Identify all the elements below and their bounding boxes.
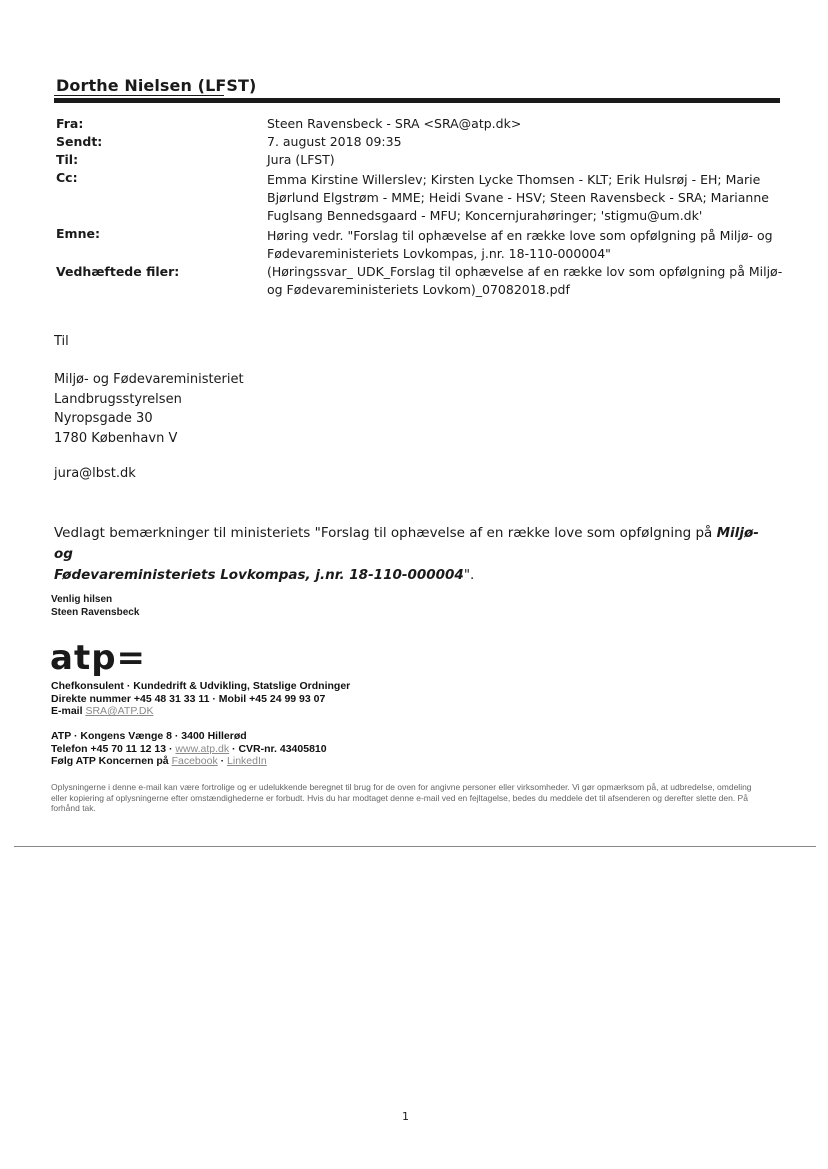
title-underline bbox=[54, 95, 224, 96]
from-value: Steen Ravensbeck - SRA <SRA@atp.dk> bbox=[267, 116, 522, 131]
cc-line: Emma Kirstine Willerslev; Kirsten Lycke Thomsen - KLT; Erik Hulsrøj - EH; Marie bbox=[267, 172, 761, 187]
linkedin-link[interactable]: LinkedIn bbox=[227, 755, 267, 767]
to-label: Til: bbox=[56, 152, 79, 167]
contact-email-label: E-mail bbox=[51, 705, 86, 717]
cc-label: Cc: bbox=[56, 170, 78, 185]
subject-line: Høring vedr. "Forslag til ophævelse af en række love som opfølgning på Miljø- og bbox=[267, 228, 773, 243]
subject-line: Fødevareministeriets Lovkompas, j.nr. 18-110-000004" bbox=[267, 246, 611, 261]
attachment-line: (Høringssvar_ UDK_Forslag til ophævelse af en række lov som opfølgning på Miljø- bbox=[267, 264, 783, 279]
note-emphasis: Miljø- og bbox=[54, 525, 759, 562]
cc-value bbox=[267, 171, 787, 225]
company-phone: Telefon +45 70 11 12 13 · bbox=[51, 742, 176, 755]
page-title: Dorthe Nielsen (LFST) bbox=[56, 76, 257, 95]
subject-value bbox=[267, 227, 787, 263]
title-rule bbox=[54, 98, 780, 103]
follow-text: Følg ATP Koncernen på bbox=[51, 755, 172, 767]
body-note bbox=[54, 523, 774, 586]
note-emphasis: Fødevareministeriets Lovkompas, j.nr. 18-110-000004 bbox=[54, 567, 464, 583]
cc-line: Bjørlund Elgstrøm - MME; Heidi Svane - HSV; Steen Ravensbeck - SRA; Marianne bbox=[267, 190, 769, 205]
signature-greeting: Venlig hilsen bbox=[51, 594, 113, 605]
cc-line: Fuglsang Bennedsgaard - MFU; Koncernjurahøringer; 'stigmu@um.dk' bbox=[267, 208, 703, 223]
sent-label: Sendt: bbox=[56, 134, 103, 149]
note-text: Vedlagt bemærkninger til ministeriets "Forslag til ophævelse af en række love som opfølgning på bbox=[54, 525, 717, 541]
contact-block bbox=[51, 680, 350, 718]
attachment-line: og Fødevareministeriets Lovkom)_07082018.pdf bbox=[267, 282, 570, 297]
sent-value: 7. august 2018 09:35 bbox=[267, 134, 402, 149]
attachments-label: Vedhæftede filer: bbox=[56, 264, 180, 279]
address-line: Landbrugsstyrelsen bbox=[54, 391, 182, 407]
company-cvr: · CVR-nr. 43405810 bbox=[229, 742, 327, 755]
signature-name: Steen Ravensbeck bbox=[51, 606, 140, 618]
recipient-email[interactable]: jura@lbst.dk bbox=[54, 466, 136, 481]
address-line: Miljø- og Fødevareministeriet bbox=[54, 372, 244, 387]
company-address: ATP · Kongens Vænge 8 · 3400 Hillerød bbox=[51, 730, 247, 742]
subject-label: Emne: bbox=[56, 226, 100, 241]
atp-logo: atp= bbox=[50, 638, 147, 678]
salutation: Til bbox=[54, 334, 69, 349]
recipient-address bbox=[54, 370, 244, 448]
attachment-file[interactable] bbox=[267, 263, 787, 299]
contact-phones: Direkte nummer +45 48 31 33 11 · Mobil +45 24 99 93 07 bbox=[51, 692, 326, 705]
facebook-link[interactable]: Facebook bbox=[171, 755, 218, 767]
address-line: 1780 København V bbox=[54, 430, 178, 446]
contact-role: Chefkonsulent · Kundedrift & Udvikling, Statslige Ordninger bbox=[51, 680, 351, 692]
link-separator: · bbox=[217, 755, 228, 767]
from-label: Fra: bbox=[56, 116, 84, 131]
contact-email-link[interactable]: SRA@ATP.DK bbox=[85, 705, 154, 717]
disclaimer: Oplysningerne i denne e-mail kan være fortrolige og er udelukkende beregnet til brug for de oven for angivne personer eller virksomheder. Vi gør opmærksom på, at udbredelse, omdeling eller kopiering af oplysningerne efter omstændighederne er forbudt. Hvis du har modtaget denne e-mail ved en fejltagelse, bedes du meddele det til afsenderen og derefter slette den. På forhånd tak. bbox=[51, 782, 752, 813]
to-value: Jura (LFST) bbox=[267, 152, 335, 167]
address-line: Nyropsgade 30 bbox=[54, 411, 153, 426]
company-block bbox=[51, 730, 327, 768]
signature bbox=[51, 594, 139, 619]
page-number: 1 bbox=[402, 1110, 409, 1123]
note-end: ". bbox=[463, 567, 475, 583]
website-link[interactable]: www.atp.dk bbox=[175, 742, 230, 755]
footer-rule bbox=[14, 846, 816, 847]
